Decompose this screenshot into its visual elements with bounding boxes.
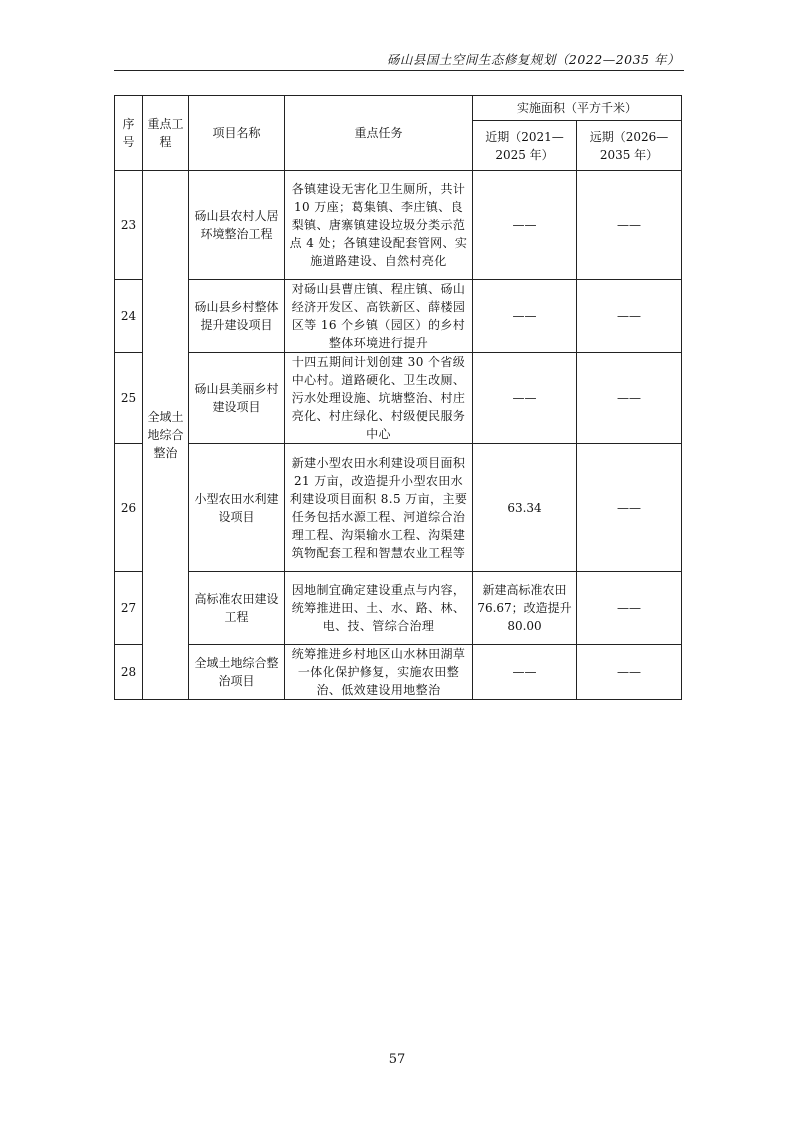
table-header-row	[115, 96, 682, 121]
header-key-task: 重点任务	[285, 96, 473, 171]
row-seq: 27	[115, 572, 143, 645]
row-near-area: ——	[473, 353, 577, 444]
header-key-project: 重点工程	[143, 96, 189, 171]
row-seq: 28	[115, 645, 143, 700]
row-project-name: 高标准农田建设工程	[189, 572, 285, 645]
header-title: 砀山县国土空间生态修复规划（2022—2035 年）	[386, 52, 680, 67]
page-number: 57	[388, 1052, 406, 1067]
row-seq: 23	[115, 171, 143, 280]
row-far-area: ——	[577, 444, 682, 572]
group-key-project: 全域土地综合整治	[143, 171, 189, 700]
table-row	[115, 171, 682, 280]
row-task: 对砀山县曹庄镇、程庄镇、砀山经济开发区、高铁新区、薛楼园区等 16 个乡镇（园区）的乡村整体环境进行提升	[285, 280, 473, 353]
table-row	[115, 572, 682, 645]
row-task: 因地制宜确定建设重点与内容，统筹推进田、土、水、路、林、电、技、管综合治理	[285, 572, 473, 645]
row-project-name: 砀山县乡村整体提升建设项目	[189, 280, 285, 353]
row-seq: 24	[115, 280, 143, 353]
table-row	[115, 645, 682, 700]
row-near-area: ——	[473, 645, 577, 700]
row-task: 各镇建设无害化卫生厕所，共计 10 万座；葛集镇、李庄镇、良梨镇、唐寨镇建设垃圾分类示范点 4 处；各镇建设配套管网、实施道路建设、自然村亮化	[285, 171, 473, 280]
header-project-name: 项目名称	[189, 96, 285, 171]
row-far-area: ——	[577, 171, 682, 280]
table-row	[115, 353, 682, 444]
header-near-term: 近期（2021—2025 年）	[473, 121, 577, 171]
row-project-name: 砀山县美丽乡村建设项目	[189, 353, 285, 444]
header-area: 实施面积（平方千米）	[473, 96, 682, 121]
row-task: 新建小型农田水利建设项目面积 21 万亩，改造提升小型农田水利建设项目面积 8.5 万亩，主要任务包括水源工程、河道综合治理工程、沟渠输水工程、沟渠建筑物配套工程和智慧农业工程等	[285, 444, 473, 572]
header-seq: 序号	[115, 96, 143, 171]
row-task: 统筹推进乡村地区山水林田湖草一体化保护修复，实施农田整治、低效建设用地整治	[285, 645, 473, 700]
row-near-area: 新建高标准农田 76.67；改造提升 80.00	[473, 572, 577, 645]
header-far-term: 远期（2026—2035 年）	[577, 121, 682, 171]
row-far-area: ——	[577, 572, 682, 645]
row-project-name: 小型农田水利建设项目	[189, 444, 285, 572]
table-row	[115, 444, 682, 572]
table-row	[115, 280, 682, 353]
row-near-area: 63.34	[473, 444, 577, 572]
row-project-name: 全域土地综合整治项目	[189, 645, 285, 700]
row-near-area: ——	[473, 280, 577, 353]
row-far-area: ——	[577, 280, 682, 353]
row-near-area: ——	[473, 171, 577, 280]
page-header	[114, 48, 684, 71]
row-seq: 25	[115, 353, 143, 444]
row-far-area: ——	[577, 645, 682, 700]
row-far-area: ——	[577, 353, 682, 444]
row-project-name: 砀山县农村人居环境整治工程	[189, 171, 285, 280]
project-table	[114, 95, 682, 700]
row-seq: 26	[115, 444, 143, 572]
row-task: 十四五期间计划创建 30 个省级中心村。道路硬化、卫生改厕、污水处理设施、坑塘整治、村庄亮化、村庄绿化、村级便民服务中心	[285, 353, 473, 444]
